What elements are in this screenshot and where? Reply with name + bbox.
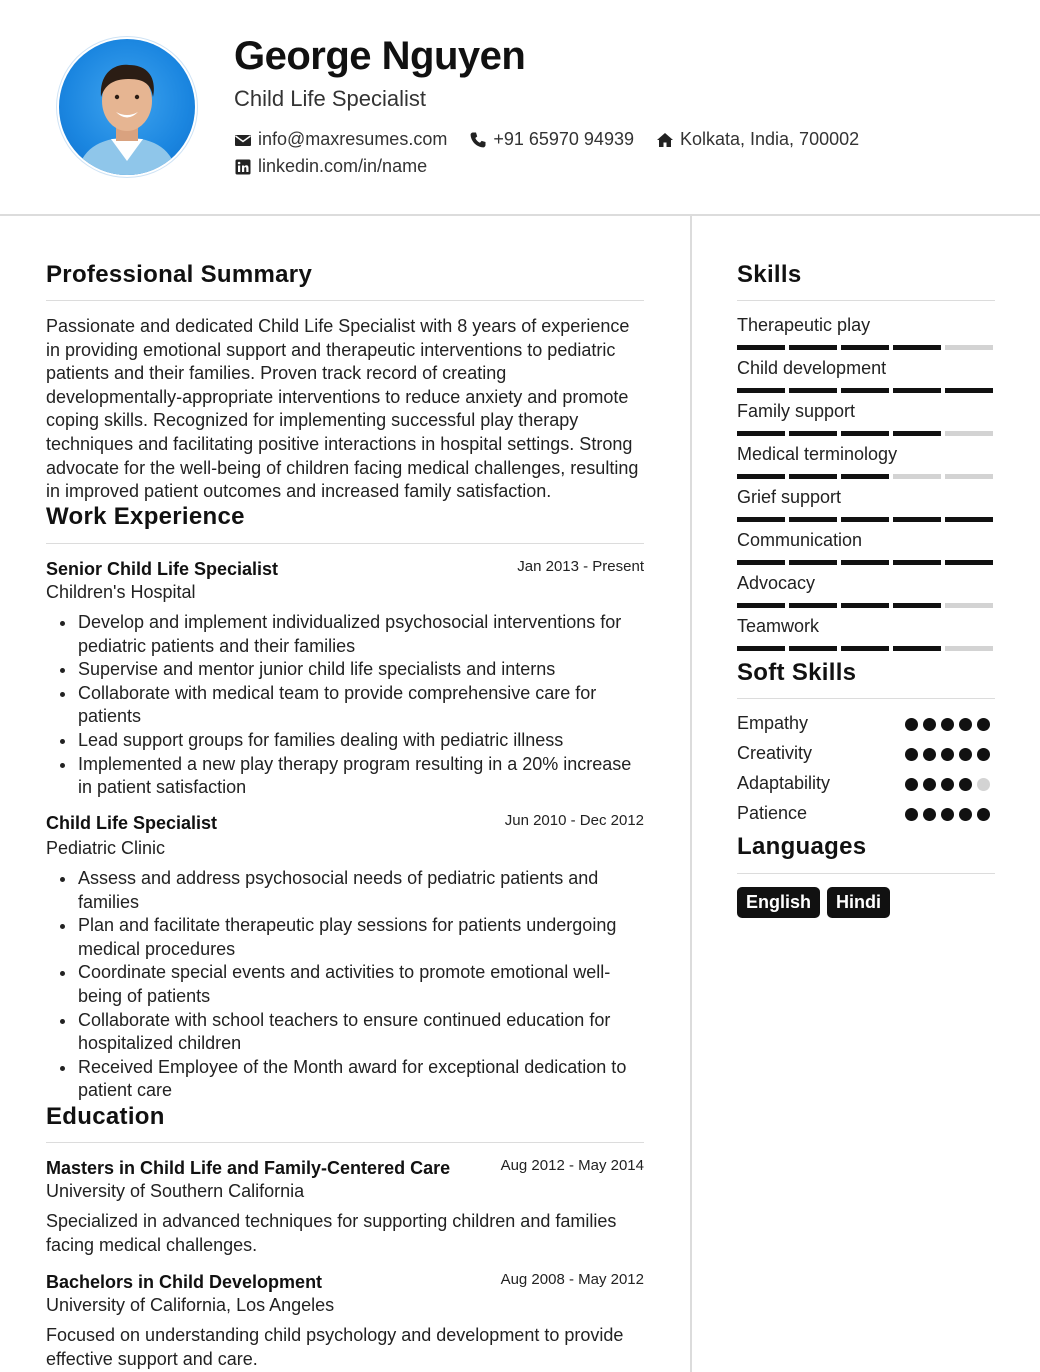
section-divider (737, 300, 995, 301)
contact-linkedin[interactable] (234, 156, 427, 177)
education-heading: Education (46, 1103, 165, 1130)
skill-level-segment (945, 646, 993, 651)
skill-name: Medical terminology (737, 444, 898, 464)
contact-row-secondary (234, 156, 449, 177)
skill-level-segment (737, 603, 785, 608)
skill-level-segment (893, 603, 941, 608)
skill-level-bar (737, 474, 993, 479)
skill-level-bar (737, 603, 993, 608)
skill-level-segment (789, 388, 837, 393)
job-title: Senior Child Life Specialist (46, 559, 279, 579)
skill-level-segment (945, 517, 993, 522)
skill-name: Communication (737, 530, 863, 550)
rating-dot (941, 808, 954, 821)
summary-text: Passionate and dedicated Child Life Specialist with 8 years of experience in providing emotional support and therapeutic interventions to pediatric patients and their families. Proven track record of creating developmentally-appropriate interventions to reduce anxiety and promote coping skills. Recognized for implementing successful play therapy techniques and facilitating positive interactions in hospital settings. Strong advocate for the well-being of children facing medical challenges, resulting in improved patient outcomes and increased family satisfaction. (46, 316, 639, 502)
skill-level-segment (841, 431, 889, 436)
contact-email[interactable] (234, 129, 447, 150)
skill-level-segment (893, 345, 941, 350)
education-dates: Aug 2012 - May 2014 (500, 1157, 644, 1174)
rating-dot (941, 748, 954, 761)
person-portrait-icon (59, 39, 195, 175)
job-dates: Jan 2013 - Present (517, 558, 644, 575)
rating-dot (959, 808, 972, 821)
skill-level-segment (789, 474, 837, 479)
skill-name: Grief support (737, 487, 842, 507)
languages-list (737, 887, 890, 918)
bullet-item: Supervise and mentor junior child life specialists and interns (78, 658, 646, 682)
contact-row (234, 129, 881, 150)
skill-level-bar (737, 345, 993, 350)
skill-level-segment (737, 560, 785, 565)
section-divider (46, 1142, 644, 1143)
skill-level-segment (789, 517, 837, 522)
skill-level-segment (841, 517, 889, 522)
bullet-item: Develop and implement individualized psychosocial interventions for pediatric patients and their families (78, 611, 646, 658)
rating-dot (905, 718, 918, 731)
rating-dot (959, 748, 972, 761)
skill-level-segment (789, 345, 837, 350)
job-organization: Children's Hospital (46, 582, 196, 602)
soft-skill-rating (905, 748, 990, 761)
skill-level-segment (893, 431, 941, 436)
rating-dot (977, 808, 990, 821)
skill-level-segment (789, 646, 837, 651)
soft-skill-rating (905, 778, 990, 791)
rating-dot (977, 748, 990, 761)
skill-level-segment (893, 646, 941, 651)
skill-level-segment (945, 603, 993, 608)
summary-heading: Professional Summary (46, 261, 313, 288)
skill-level-segment (945, 388, 993, 393)
skill-level-segment (841, 388, 889, 393)
skill-level-segment (945, 431, 993, 436)
skill-level-segment (841, 474, 889, 479)
envelope-icon (234, 131, 252, 149)
job-dates: Jun 2010 - Dec 2012 (504, 812, 644, 829)
skill-level-segment (841, 345, 889, 350)
contact-phone[interactable] (469, 129, 634, 150)
education-description: Focused on understanding child psychology and development to provide effective support and care. (46, 1325, 624, 1369)
skill-level-segment (737, 646, 785, 651)
experience-heading: Work Experience (46, 503, 245, 530)
job-bullets (46, 867, 646, 1103)
bullet-item: Plan and facilitate therapeutic play sessions for patients undergoing medical procedures (78, 914, 646, 961)
phone-icon (469, 131, 487, 149)
soft-skill-name: Adaptability (737, 773, 831, 793)
contact-location (656, 129, 859, 150)
job-bullets (46, 611, 646, 800)
rating-dot (923, 748, 936, 761)
rating-dot (941, 778, 954, 791)
linkedin-icon (234, 158, 252, 176)
bullet-item: Lead support groups for families dealing with pediatric illness (78, 729, 646, 753)
job-title: Child Life Specialist (46, 813, 218, 833)
phone-text: +91 65970 94939 (493, 129, 634, 149)
skill-level-segment (789, 431, 837, 436)
bullet-item: Received Employee of the Month award for exceptional dedication to patient care (78, 1056, 646, 1103)
language-tag: English (737, 887, 820, 918)
skill-name: Teamwork (737, 616, 820, 636)
skill-level-segment (893, 388, 941, 393)
skill-level-segment (737, 345, 785, 350)
bullet-item: Assess and address psychosocial needs of pediatric patients and families (78, 867, 646, 914)
soft-skill-name: Empathy (737, 713, 809, 733)
degree-title: Bachelors in Child Development (46, 1272, 323, 1292)
skill-level-segment (945, 474, 993, 479)
skill-level-bar (737, 646, 993, 651)
soft-skills-heading: Soft Skills (737, 659, 857, 686)
resume-header (0, 0, 1040, 216)
section-divider (737, 873, 995, 874)
education-dates: Aug 2008 - May 2012 (500, 1271, 644, 1288)
location-text: Kolkata, India, 700002 (679, 129, 860, 149)
bullet-item: Implemented a new play therapy program resulting in a 20% increase in patient satisfaction (78, 753, 646, 800)
skill-level-segment (893, 560, 941, 565)
rating-dot (923, 808, 936, 821)
skill-level-segment (841, 646, 889, 651)
candidate-title: Child Life Specialist (234, 86, 426, 111)
skill-level-segment (945, 560, 993, 565)
rating-dot (959, 718, 972, 731)
skill-level-segment (737, 431, 785, 436)
section-divider (737, 698, 995, 699)
skill-level-segment (737, 517, 785, 522)
rating-dot (923, 778, 936, 791)
home-icon (656, 131, 674, 149)
column-divider (690, 216, 692, 1372)
rating-dot (941, 718, 954, 731)
bullet-item: Collaborate with medical team to provide comprehensive care for patients (78, 682, 646, 729)
soft-skill-name: Creativity (737, 743, 813, 763)
skill-level-segment (841, 603, 889, 608)
skill-name: Therapeutic play (737, 315, 871, 335)
skill-name: Family support (737, 401, 856, 421)
rating-dot (923, 718, 936, 731)
job-organization: Pediatric Clinic (46, 838, 166, 858)
profile-photo (59, 39, 195, 175)
skill-level-segment (841, 560, 889, 565)
education-description: Specialized in advanced techniques for supporting children and families facing medical challenges. (46, 1211, 617, 1255)
candidate-name: George Nguyen (234, 34, 526, 78)
skill-level-segment (737, 388, 785, 393)
degree-title: Masters in Child Life and Family-Centered Care (46, 1158, 451, 1178)
skill-name: Advocacy (737, 573, 816, 593)
soft-skill-rating (905, 718, 990, 731)
rating-dot (905, 808, 918, 821)
email-text: info@maxresumes.com (258, 129, 448, 149)
rating-dot (977, 778, 990, 791)
languages-heading: Languages (737, 833, 867, 860)
skill-level-segment (945, 345, 993, 350)
language-tag: Hindi (827, 887, 890, 918)
school-name: University of California, Los Angeles (46, 1295, 335, 1315)
rating-dot (905, 748, 918, 761)
bullet-item: Coordinate special events and activities to promote emotional well-being of patients (78, 961, 646, 1008)
skill-name: Child development (737, 358, 887, 378)
skill-level-segment (789, 560, 837, 565)
school-name: University of Southern California (46, 1181, 305, 1201)
skill-level-bar (737, 388, 993, 393)
skill-level-bar (737, 517, 993, 522)
skill-level-segment (737, 474, 785, 479)
section-divider (46, 300, 644, 301)
section-divider (46, 543, 644, 544)
skills-heading: Skills (737, 261, 802, 288)
linkedin-text: linkedin.com/in/name (258, 156, 428, 176)
rating-dot (977, 718, 990, 731)
skill-level-segment (893, 474, 941, 479)
rating-dot (905, 778, 918, 791)
skill-level-segment (893, 517, 941, 522)
skill-level-segment (789, 603, 837, 608)
soft-skill-name: Patience (737, 803, 808, 823)
rating-dot (959, 778, 972, 791)
skill-level-bar (737, 560, 993, 565)
soft-skill-rating (905, 808, 990, 821)
skill-level-bar (737, 431, 993, 436)
bullet-item: Collaborate with school teachers to ensure continued education for hospitalized children (78, 1009, 646, 1056)
